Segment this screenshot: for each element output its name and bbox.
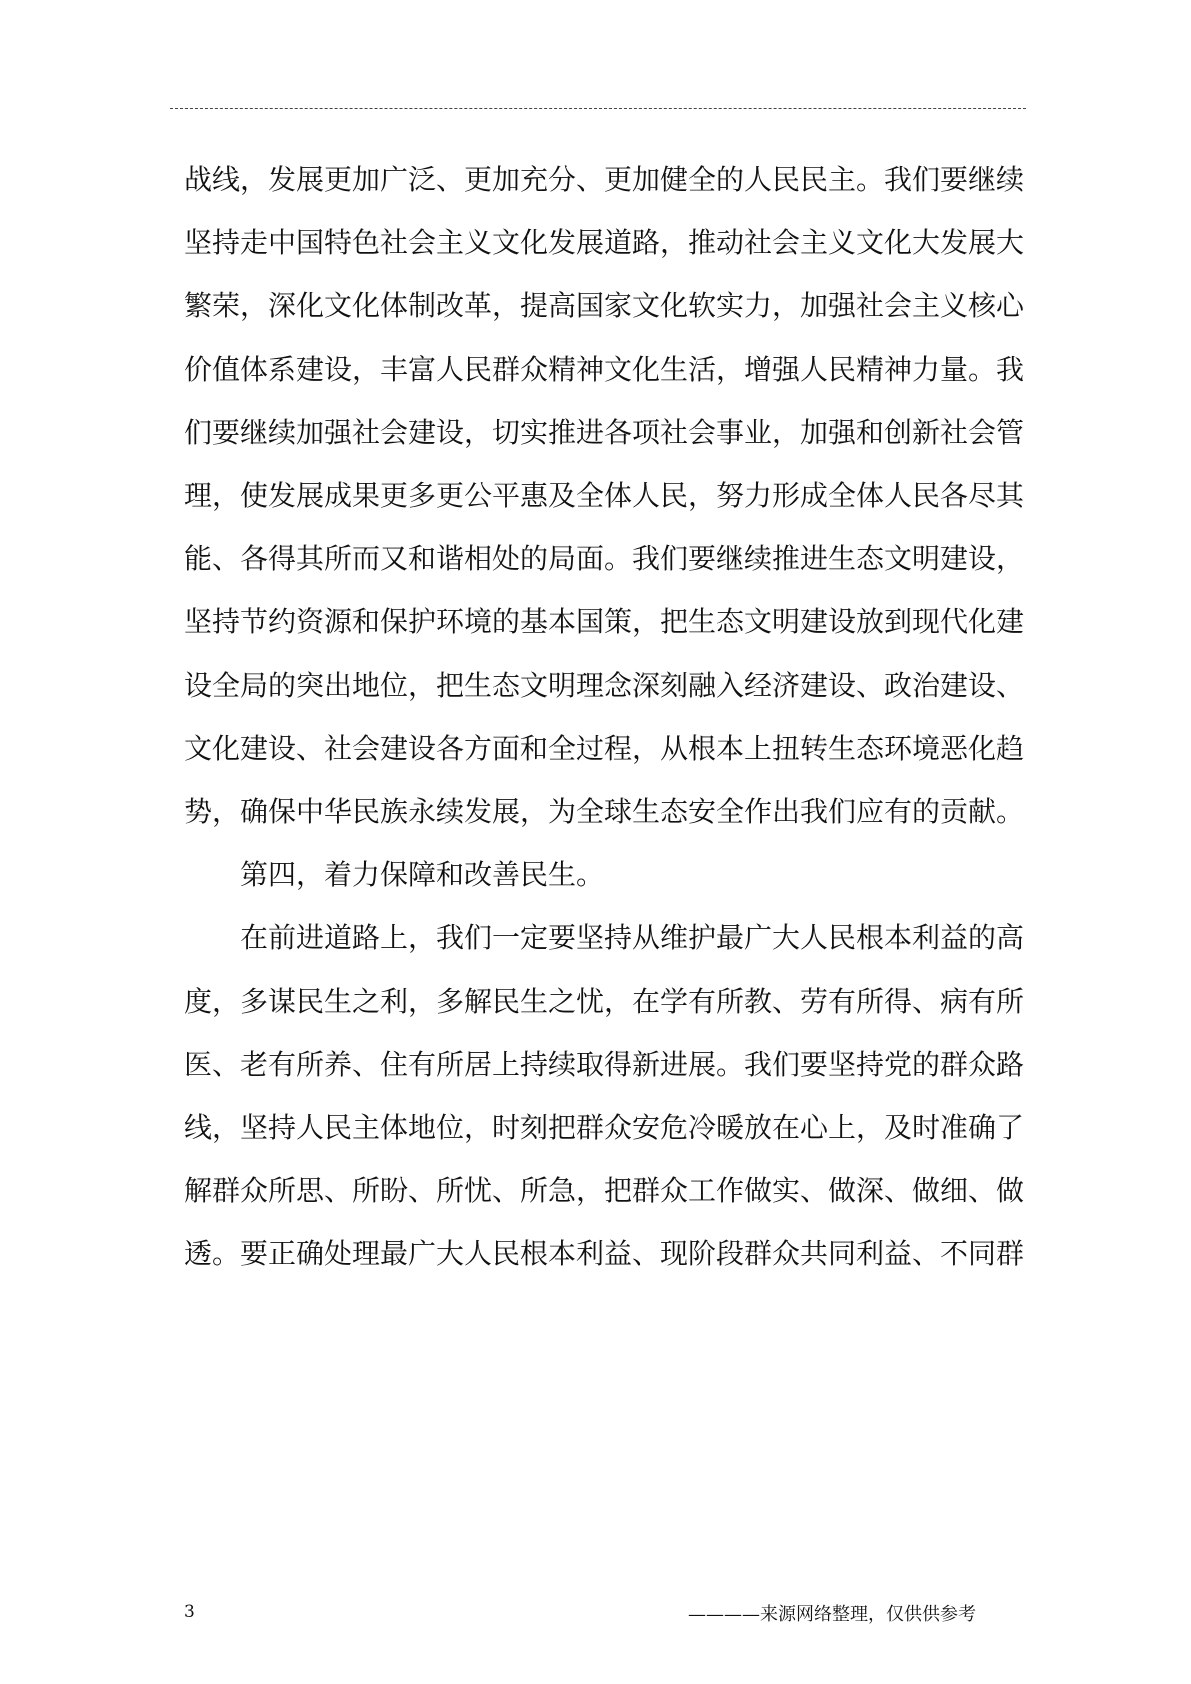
header-divider (170, 108, 1026, 109)
source-note: ————来源网络整理，仅供供参考 (688, 1604, 976, 1625)
section-heading-fourth: 第四，着力保障和改善民生。 (240, 858, 605, 892)
paragraph-continuation: 战线，发展更加广泛、更加充分、更加健全的人民民主。我们要继续坚持走中国特色社会主义文化发展道路，推动社会主义文化大发展大繁荣，深化文化体制改革，提高国家文化软实力，加强社会主义核心价值体系建设，丰富人民群众精神文化生活，增强人民精神力量。我们要继续加强社会建设，切实推进各项社会事业，加强和创新社会管理，使发展成果更多更公平惠及全体人民，努力形成全体人民各尽其能、各得其所而又和谐相处的局面。我们要继续推进生态文明建设，坚持节约资源和保护环境的基本国策，把生态文明建设放到现代化建设全局的突出地位，把生态文明理念深刻融入经济建设、政治建设、文化建设、社会建设各方面和全过程，从根本上扭转生态环境恶化趋势，确保中华民族永续发展，为全球生态安全作出我们应有的贡献。 (184, 163, 1025, 829)
paragraph-livelihood: 在前进道路上，我们一定要坚持从维护最广大人民根本利益的高度，多谋民生之利，多解民生之忧，在学有所教、劳有所得、病有所医、老有所养、住有所居上持续取得新进展。我们要坚持党的群众路线，坚持人民主体地位，时刻把群众安危冷暖放在心上，及时准确了解群众所思、所盼、所忧、所急，把群众工作做实、做深、做细、做透。要正确处理最广大人民根本利益、现阶段群众共同利益、不同群 (184, 921, 1025, 1271)
page-number: 3 (184, 1602, 195, 1622)
document-body (184, 148, 1024, 1286)
